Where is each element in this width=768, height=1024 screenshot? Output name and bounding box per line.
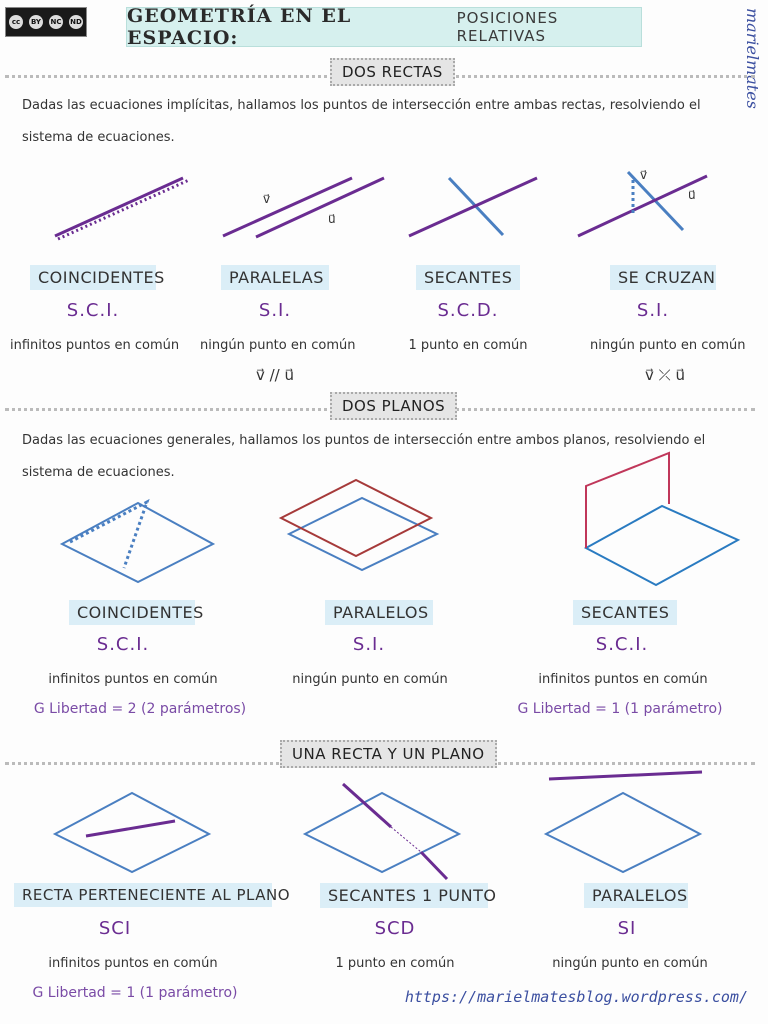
plane-contains-line	[55, 793, 209, 872]
title-sub: POSICIONES RELATIVAS	[456, 9, 559, 45]
sys-secantes: S.C.D.	[437, 300, 499, 321]
plane-secant-point	[305, 793, 459, 872]
extra-paralelas: v⃗ // u⃗	[255, 366, 295, 384]
case-se-cruzan: SE CRUZAN	[610, 265, 716, 290]
nc-icon: NC	[49, 15, 63, 29]
title-main: GEOMETRÍA EN EL ESPACIO:	[127, 5, 352, 49]
note-se-cruzan: ningún punto en común	[590, 338, 746, 353]
note-planos-secantes: infinitos puntos en común	[538, 672, 708, 687]
nd-icon: ND	[69, 15, 83, 29]
plane-parallel-line	[546, 793, 700, 872]
section-heading-dos-rectas: DOS RECTAS	[330, 58, 455, 86]
plane-secant-horizontal	[586, 506, 738, 585]
note-secantes-1-punto: 1 punto en común	[335, 956, 455, 971]
sys-se-cruzan: S.I.	[636, 300, 670, 321]
freedom-planos-secantes: G Libertad = 1 (1 parámetro)	[517, 701, 723, 717]
section-heading-recta-plano: UNA RECTA Y UN PLANO	[280, 740, 497, 768]
plane-coincident-1	[62, 503, 213, 582]
note-coincidentes: infinitos puntos en común	[10, 338, 180, 353]
line-parallel-2	[256, 178, 384, 237]
sys-planos-paralelos: S.I.	[352, 634, 386, 655]
section2-intro: Dadas las ecuaciones generales, hallamos los puntos de intersección entre ambos planos, resolviendo el sistema de ecuaciones.	[22, 433, 706, 480]
case-secantes-1-punto: SECANTES 1 PUNTO	[320, 883, 488, 908]
freedom-recta-perteneciente: G Libertad = 1 (1 parámetro)	[32, 985, 238, 1001]
note-paralelas: ningún punto en común	[200, 338, 356, 353]
case-recta-perteneciente: RECTA PERTENECIENTE AL PLANO	[14, 883, 272, 907]
sys-secantes-1-punto: SCD	[374, 918, 416, 939]
line-secant-hidden	[391, 827, 421, 852]
by-icon: BY	[29, 15, 43, 29]
cc-icon: cc	[9, 15, 23, 29]
sys-coincidentes: S.C.I.	[66, 300, 120, 321]
case-planos-paralelos: PARALELOS	[325, 600, 433, 625]
case-secantes: SECANTES	[416, 265, 520, 290]
sys-paralelas: S.I.	[258, 300, 292, 321]
extra-se-cruzan: v⃗ ⤫ u⃗	[645, 366, 685, 384]
line-skew-purple	[578, 176, 707, 236]
line-secant-upper	[343, 784, 391, 827]
plane-coincident-2	[70, 502, 147, 568]
case-planos-secantes: SECANTES	[573, 600, 677, 625]
plane-parallel-2	[281, 480, 431, 556]
line-secant-purple	[409, 178, 537, 236]
note-recta-perteneciente: infinitos puntos en común	[48, 956, 218, 971]
note-secantes: 1 punto en común	[408, 338, 528, 353]
freedom-planos-coincidentes: G Libertad = 2 (2 parámetros)	[33, 701, 247, 717]
vector-u-label: u⃗	[328, 212, 336, 226]
line-parallel-1	[223, 178, 352, 236]
line-parallel-to-plane	[549, 772, 702, 779]
sys-planos-secantes: S.C.I.	[595, 634, 649, 655]
note-recta-paralela: ningún punto en común	[552, 956, 708, 971]
case-paralelas: PARALELAS	[221, 265, 329, 290]
line-coincident-2	[58, 180, 189, 239]
case-coincidentes: COINCIDENTES	[30, 265, 156, 290]
vector-v-label-skew: v⃗	[640, 168, 648, 182]
note-planos-paralelos: ningún punto en común	[292, 672, 448, 687]
line-in-plane	[86, 821, 175, 836]
section1-intro: Dadas las ecuaciones implícitas, hallamos los puntos de intersección entre ambas rectas, resolviendo el sistema de ecuaciones.	[22, 98, 701, 145]
line-secant-lower	[421, 852, 447, 879]
sys-planos-coincidentes: S.C.I.	[96, 634, 150, 655]
note-planos-coincidentes: infinitos puntos en común	[48, 672, 218, 687]
sys-recta-paralela: SI	[617, 918, 637, 939]
vector-u-label-skew: u⃗	[688, 188, 696, 202]
case-recta-paralela: PARALELOS	[584, 883, 688, 908]
line-coincident-1	[55, 178, 183, 236]
sys-recta-perteneciente: SCI	[98, 918, 132, 939]
vector-v-label: v⃗	[263, 192, 271, 206]
case-planos-coincidentes: COINCIDENTES	[69, 600, 195, 625]
section-heading-dos-planos: DOS PLANOS	[330, 392, 457, 420]
brand-logo: marielmates	[743, 8, 762, 109]
blog-url-link[interactable]: https://marielmatesblog.wordpress.com/	[404, 988, 748, 1006]
